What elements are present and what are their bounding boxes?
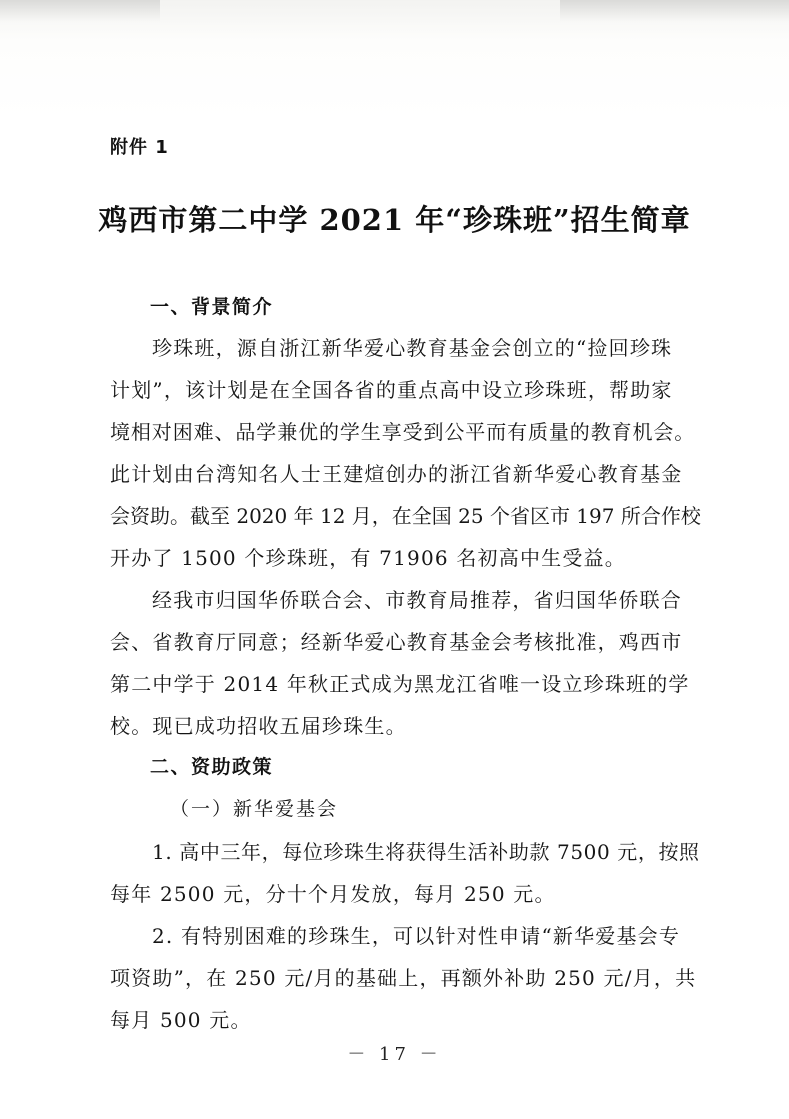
page-number: － 17 － <box>347 1044 442 1065</box>
section-heading-funding-policy: 二、资助政策 <box>150 756 274 778</box>
paragraph-line: 2. 有特别困难的珍珠生，可以针对性申请“新华爱基会专 <box>152 924 681 948</box>
subsection-heading: （一）新华爱基会 <box>170 798 339 820</box>
document-title: 鸡西市第二中学 2021 年“珍珠班”招生简章 <box>98 203 691 237</box>
paragraph-line: 开办了 1500 个珍珠班，有 71906 名初高中生受益。 <box>110 546 626 570</box>
paragraph-line: 1. 高中三年，每位珍珠生将获得生活补助款 7500 元，按照 <box>152 840 700 864</box>
paragraph-line: 会资助。截至 2020 年 12 月，在全国 25 个省区市 197 所合作校 <box>110 504 701 528</box>
paragraph-line: 经我市归国华侨联合会、市教育局推荐，省归国华侨联合 <box>152 588 682 612</box>
paragraph-line: 项资助”，在 250 元/月的基础上，再额外补助 250 元/月，共 <box>110 966 697 990</box>
paragraph-line: 每年 2500 元，分十个月发放，每月 250 元。 <box>110 882 556 906</box>
section-heading-background: 一、背景简介 <box>150 296 274 318</box>
paragraph-line: 会、省教育厅同意；经新华爱心教育基金会考核批准，鸡西市 <box>110 630 683 654</box>
paragraph-line: 每月 500 元。 <box>110 1008 252 1032</box>
paragraph-line: 计划”，该计划是在全国各省的重点高中设立珍珠班，帮助家 <box>110 378 673 402</box>
paragraph-line: 第二中学于 2014 年秋正式成为黑龙江省唯一设立珍珠班的学 <box>110 672 690 696</box>
paragraph-line: 珍珠班，源自浙江新华爱心教育基金会创立的“捡回珍珠 <box>152 336 673 360</box>
paragraph-line: 此计划由台湾知名人士王建煊创办的浙江省新华爱心教育基金 <box>110 462 683 486</box>
scan-shadow-right <box>560 0 789 22</box>
paragraph-line: 境相对困难、品学兼优的学生享受到公平而有质量的教育机会。 <box>110 420 696 444</box>
attachment-label: 附件 1 <box>110 137 169 158</box>
paragraph-line: 校。现已成功招收五届珍珠生。 <box>110 714 407 738</box>
scan-shadow-left <box>0 0 160 22</box>
